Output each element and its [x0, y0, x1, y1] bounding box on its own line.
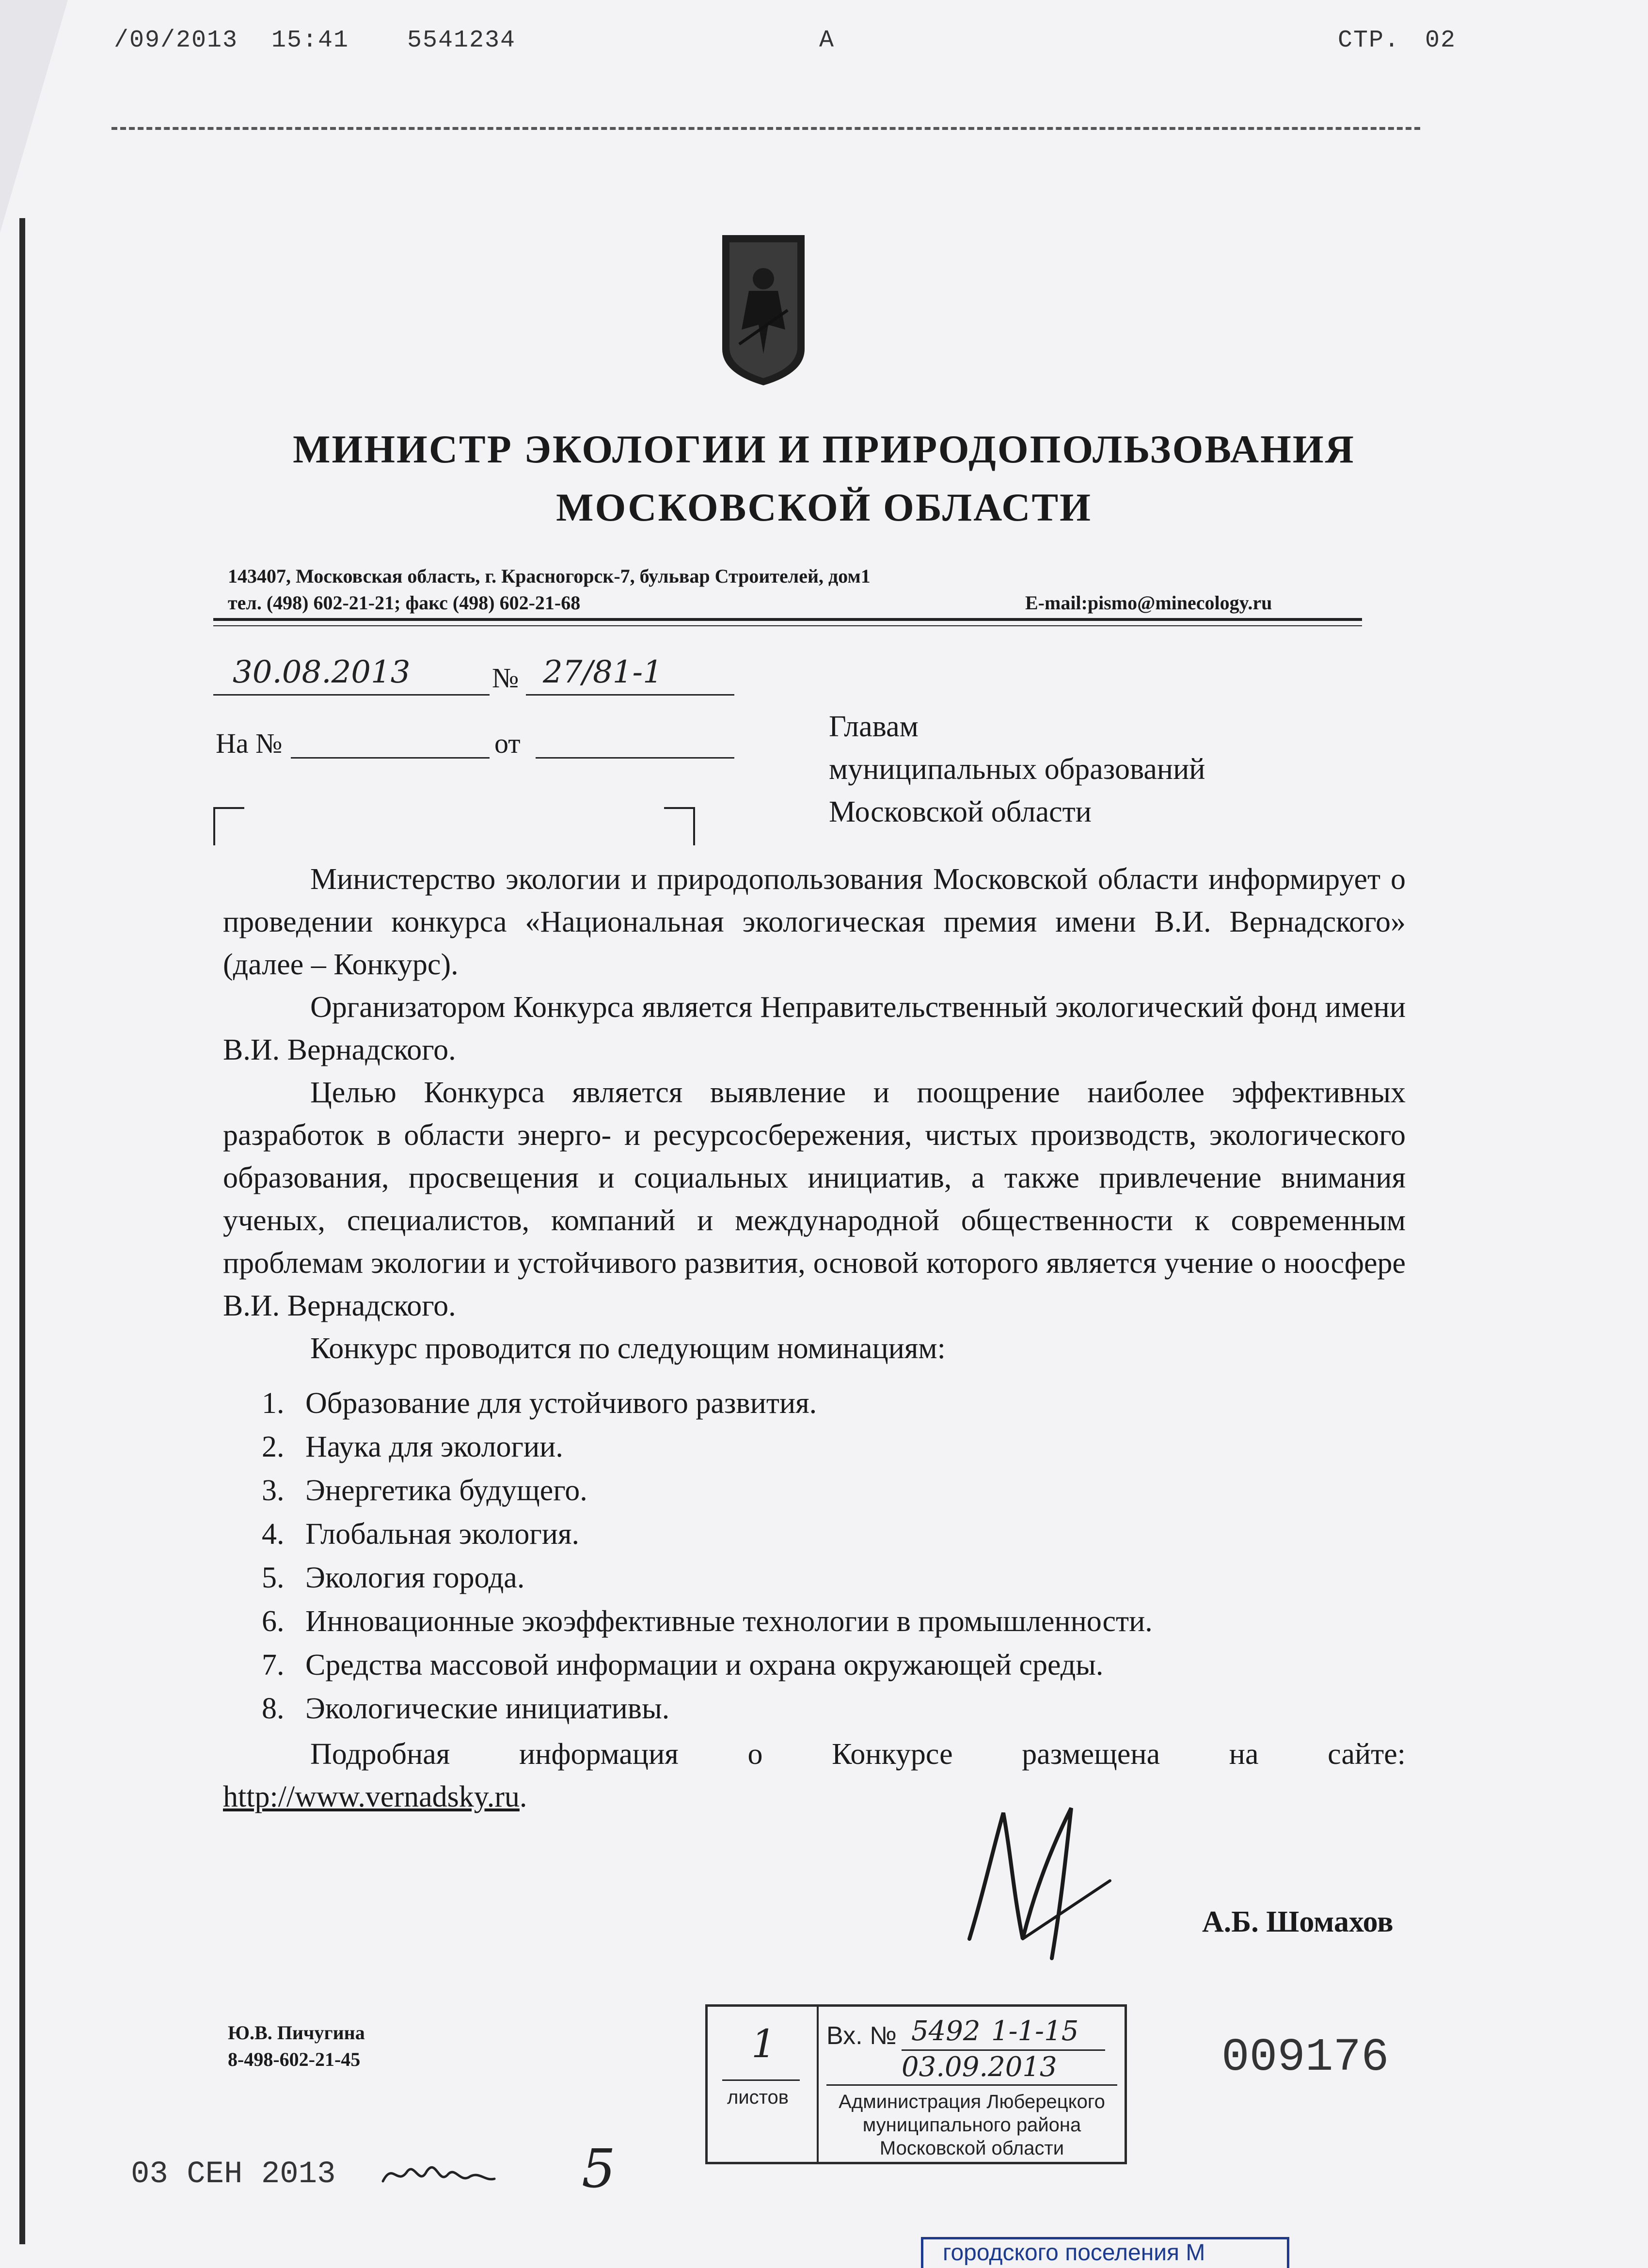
- list-item: 4. Глобальная экология.: [262, 1518, 579, 1551]
- outgoing-number-line: [526, 694, 734, 696]
- stamp-organization: Администрация Люберецкого муниципального района Московской области: [839, 2091, 1105, 2159]
- ministry-phone-fax: тел. (498) 602-21-21; факс (498) 602-21-68: [228, 592, 581, 614]
- fax-mark: A: [819, 27, 835, 54]
- date-stamp: 03 СЕН 2013: [131, 2157, 336, 2192]
- ministry-email: E-mail:pismo@minecology.ru: [1025, 592, 1272, 614]
- ministry-title-line1: МИНИСТР ЭКОЛОГИИ И ПРИРОДОПОЛЬЗОВАНИЯ: [293, 427, 1355, 471]
- stamp-sheets-label: листов: [727, 2087, 789, 2108]
- outgoing-number-label: №: [492, 662, 519, 694]
- fax-date: /09/2013: [114, 27, 238, 54]
- list-item: 5. Экология города.: [262, 1561, 525, 1594]
- addressee-line3: Московской области: [829, 795, 1092, 828]
- folded-corner: [0, 0, 68, 233]
- addressee-line2: муниципальных образований: [829, 753, 1205, 786]
- fax-number: 5541234: [407, 27, 516, 54]
- list-item: 7. Средства массовой информации и охрана окружающей среды.: [262, 1649, 1104, 1681]
- ministry-title-line2: МОСКОВСКОЙ ОБЛАСТИ: [556, 485, 1092, 529]
- fax-time: 15:41: [271, 27, 349, 54]
- outgoing-number: 27/81-1: [543, 654, 663, 690]
- body-paragraph-2: Организатором Конкурса является Неправительственный экологический фонд имени В.И. Вернадского.: [223, 991, 1406, 1066]
- list-item: 8. Экологические инициативы.: [262, 1692, 670, 1725]
- stamp-in-label: Вх. №: [826, 2022, 897, 2050]
- body-closing: Подробная информация о Конкурсе размещена на сайте: http://www.vernadsky.ru.: [223, 1733, 1406, 1818]
- reply-to-label: На №: [216, 728, 283, 759]
- outgoing-date: 30.08.2013: [233, 654, 411, 690]
- signatory-name: А.Б. Шомахов: [1202, 1905, 1394, 1938]
- signature-mark: [950, 1793, 1134, 1973]
- handwritten-note: 5: [582, 2138, 616, 2200]
- executor-phone: 8-498-602-21-45: [228, 2048, 361, 2070]
- stamp-in-number: 5492: [911, 2015, 981, 2047]
- incoming-stamp: [705, 2004, 1127, 2164]
- reply-from-line: [536, 757, 734, 759]
- body-paragraph-4: Конкурс проводится по следующим номинациям:: [310, 1332, 946, 1365]
- registration-number: 009176: [1221, 2031, 1389, 2084]
- outgoing-date-line: [213, 694, 490, 696]
- body-paragraph-3: Целью Конкурса является выявление и поощрение наиболее эффективных разработок в области энерго- и ресурсосбережения, чистых производств, экологического образования, просвещения и социальных инициатив, а также привлечение внимания ученых, специалистов, компаний и международной общественности к современным проблемам экологии и устойчивого развития, основой которого является учение о ноосфере В.И. Вернадского.: [223, 1076, 1406, 1322]
- reply-to-line: [291, 757, 490, 759]
- website-link[interactable]: http://www.vernadsky.ru: [223, 1780, 520, 1813]
- fax-page-label: СТР.: [1338, 27, 1400, 54]
- letter-body: [223, 858, 1406, 1370]
- body-paragraph-5: Подробная информация о Конкурсе размещена на сайте:: [310, 1738, 1406, 1771]
- fax-separator: [111, 127, 1420, 130]
- bracket-right: [664, 807, 695, 845]
- coat-of-arms-emblem: [720, 233, 807, 388]
- list-item: 3. Энергетика будущего.: [262, 1474, 587, 1507]
- fax-page-number: 02: [1425, 27, 1457, 54]
- ministry-address: 143407, Московская область, г. Красногорск-7, бульвар Строителей, дом1: [228, 565, 871, 587]
- addressee-line1: Главам: [829, 710, 919, 743]
- list-item: 2. Наука для экологии.: [262, 1430, 563, 1463]
- reply-from-label: от: [494, 728, 521, 759]
- body-paragraph-1: Министерство экологии и природопользования Московской области информирует о проведении конкурса «Национальная экологическая премия имени В.И. Вернадского» (далее – Конкурс).: [223, 863, 1406, 981]
- list-item: 6. Инновационные экоэффективные технологии в промышленности.: [262, 1605, 1153, 1638]
- addressee-block: [829, 705, 1205, 833]
- bottom-stamp: городского поселения М: [921, 2237, 1289, 2268]
- bracket-left: [213, 807, 244, 845]
- stamp-in-index: 1-1-15: [991, 2015, 1079, 2047]
- letterhead-rule-thick: [213, 618, 1362, 621]
- handwritten-scribble: [378, 2142, 533, 2201]
- letterhead-rule-thin: [213, 625, 1362, 626]
- stamp-sheets-count: 1: [751, 2021, 776, 2066]
- stamp-in-date: 03.09.2013: [902, 2051, 1057, 2083]
- list-item: 1. Образование для устойчивого развития.: [262, 1387, 817, 1420]
- nominations-list: [262, 1381, 1153, 1730]
- executor-name: Ю.В. Пичугина: [228, 2022, 365, 2044]
